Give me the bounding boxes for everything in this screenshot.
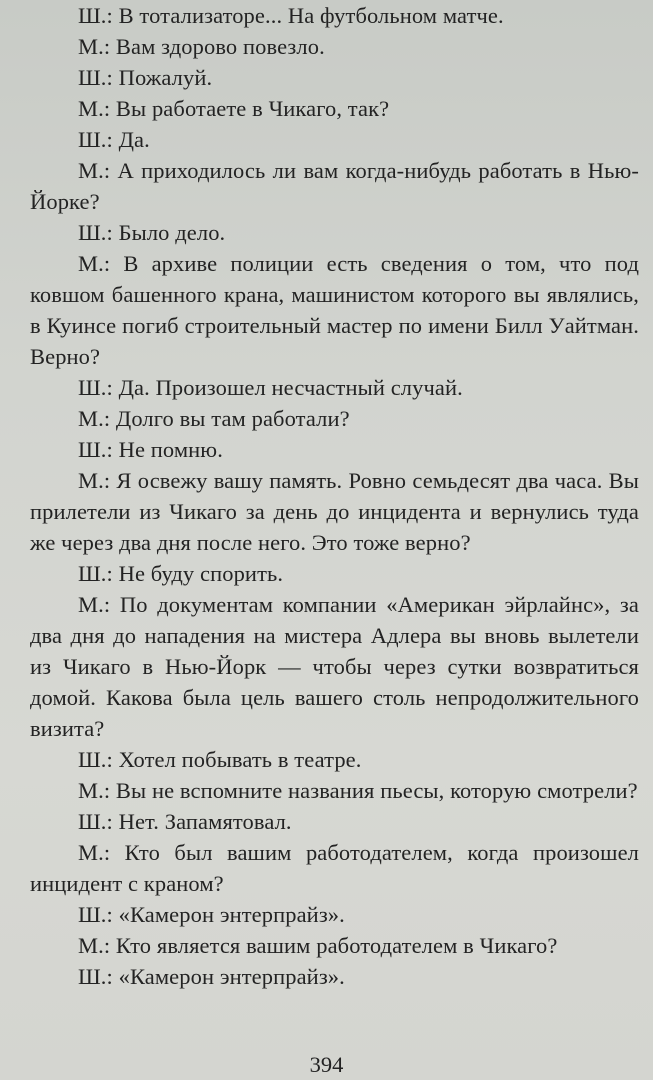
dialogue-text	[30, 0, 639, 992]
dialogue-line: Ш.: Да. Произошел несчастный случай.	[78, 375, 463, 400]
dialogue-line: М.: В архиве полиции есть сведения о том, что под ковшом башенного крана, машинистом которого вы являлись, в Куинсе погиб строительный мастер по имени Билл Уайтман. Верно?	[30, 251, 639, 369]
dialogue-line: М.: Кто является вашим работодателем в Чикаго?	[78, 933, 558, 958]
dialogue-line: Ш.: В тотализаторе... На футбольном матче.	[78, 3, 504, 28]
dialogue-line: М.: Вам здорово повезло.	[78, 34, 325, 59]
page-number: 394	[309, 1052, 344, 1077]
dialogue-line: М.: Вы не вспомните названия пьесы, которую смотрели?	[78, 778, 638, 803]
dialogue-line: М.: А приходилось ли вам когда-нибудь работать в Нью-Йорке?	[30, 158, 639, 214]
dialogue-line: Ш.: Было дело.	[78, 220, 226, 245]
dialogue-line: Ш.: Да.	[78, 127, 150, 152]
dialogue-line: М.: Кто был вашим работодателем, когда произошел инцидент с краном?	[30, 840, 639, 896]
dialogue-line: Ш.: «Камерон энтерпрайз».	[78, 902, 345, 927]
dialogue-line: М.: По документам компании «Американ эйрлайнс», за два дня до нападения на мистера Адлера вы вновь вылетели из Чикаго в Нью-Йорк — чтобы через сутки возвратиться домой. Какова была цель вашего столь непродолжительного визита?	[30, 592, 639, 741]
dialogue-line: Ш.: Нет. Запамятовал.	[78, 809, 292, 834]
dialogue-line: М.: Я освежу вашу память. Ровно семьдесят два часа. Вы прилетели из Чикаго за день до инцидента и вернулись туда же через два дня после него. Это тоже верно?	[30, 468, 639, 555]
dialogue-line: Ш.: Не помню.	[78, 437, 223, 462]
dialogue-line: Ш.: Пожалуй.	[78, 65, 213, 90]
dialogue-line: М.: Долго вы там работали?	[78, 406, 350, 431]
dialogue-line: Ш.: «Камерон энтерпрайз».	[78, 964, 345, 989]
dialogue-line: М.: Вы работаете в Чикаго, так?	[78, 96, 390, 121]
dialogue-line: Ш.: Не буду спорить.	[78, 561, 284, 586]
dialogue-line: Ш.: Хотел побывать в театре.	[78, 747, 362, 772]
